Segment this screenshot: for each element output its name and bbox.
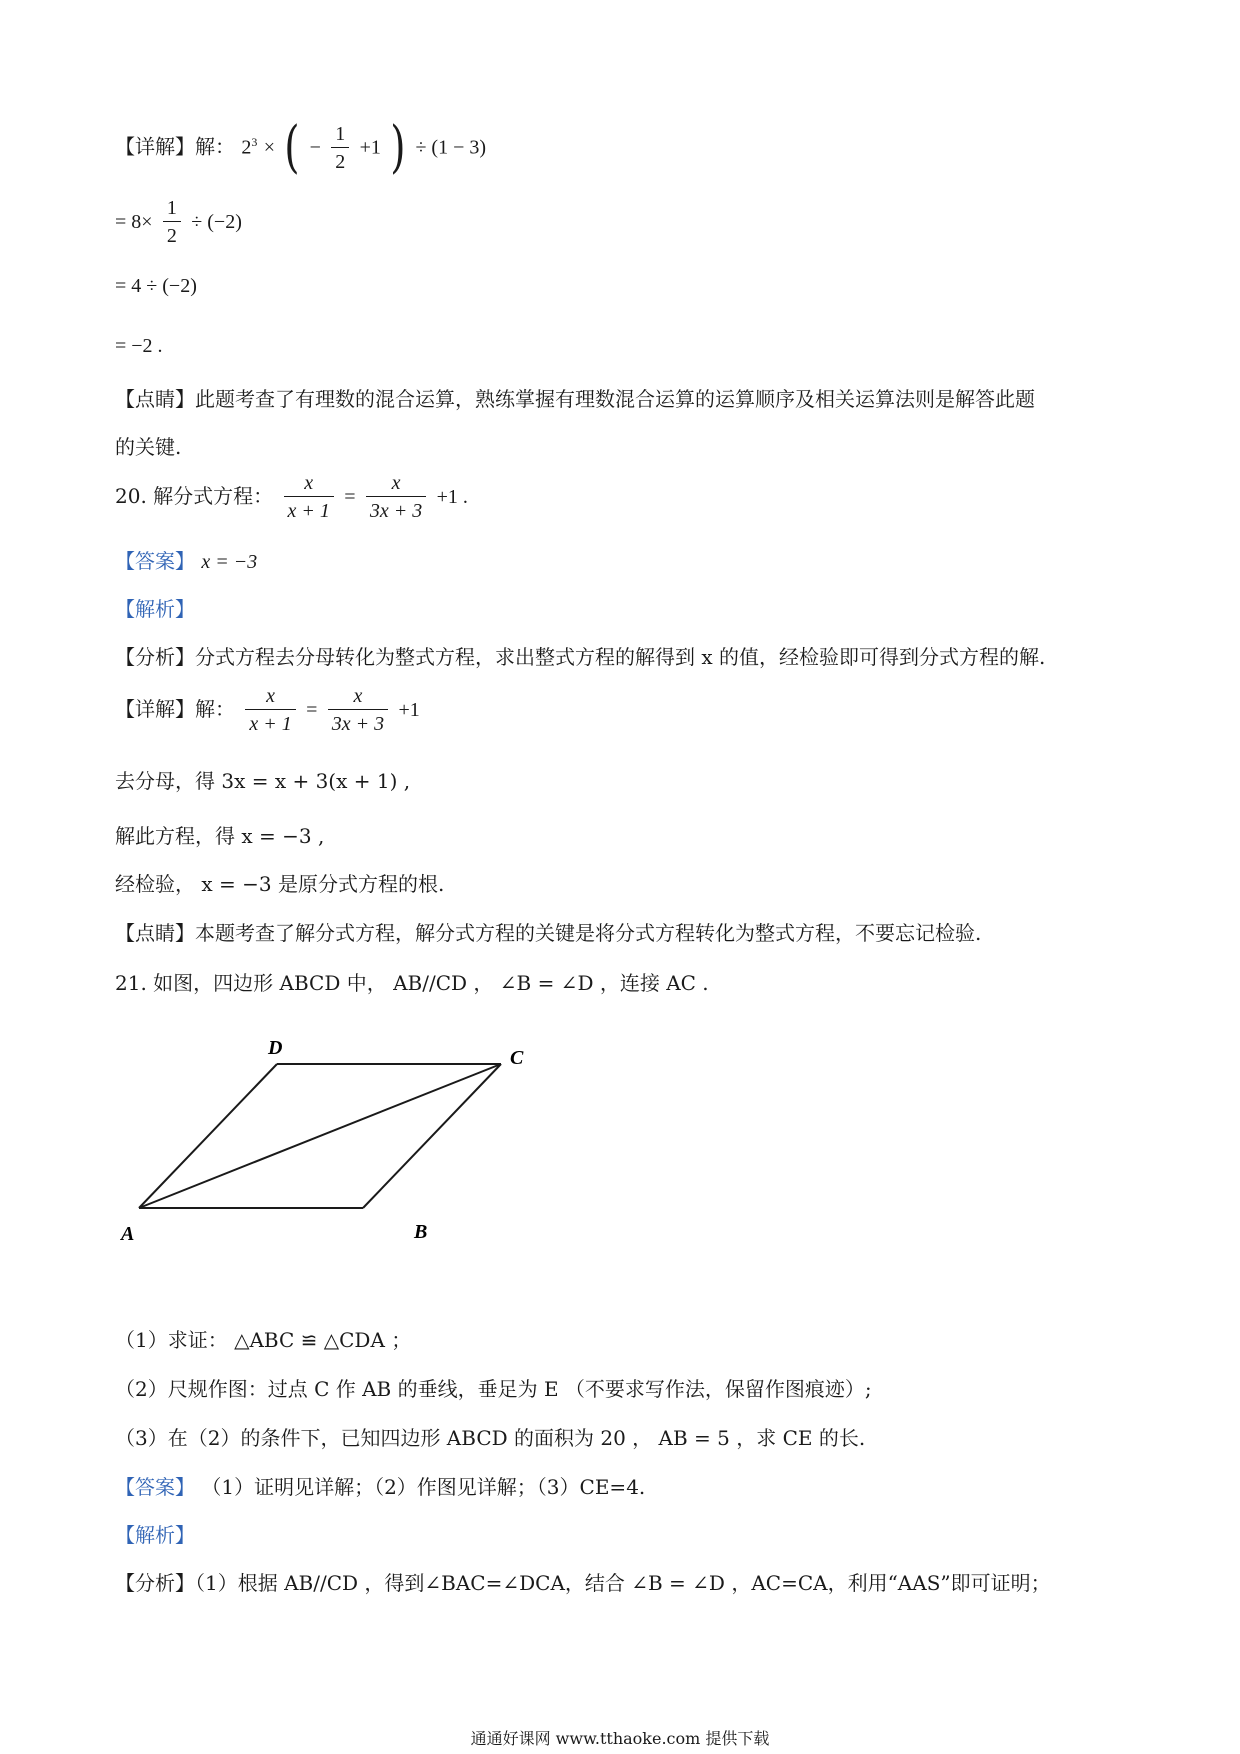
label-d: D	[268, 1037, 283, 1059]
q20-step2: 解此方程，得 x = −3 ,	[115, 824, 325, 848]
answer-tag: 【答案】	[115, 549, 195, 573]
q19-step1: = 8× $\frac{1}{2}$ ÷ (−2)	[115, 195, 242, 250]
q21-part1: （1）求证： △ABC ≌ △CDA ；	[115, 1328, 412, 1352]
plus-one: +1	[359, 136, 381, 159]
q20-analysis-tag: 【解析】	[115, 597, 195, 621]
answer-tag: 【答案】	[115, 1475, 195, 1499]
q21-part2: （2）尺规作图：过点 C 作 AB 的垂线，垂足为 E （不要求写作法，保留作图痕迹）;	[115, 1377, 872, 1401]
times-sign: ×	[263, 136, 275, 159]
q19-detail-line: 【详解】解： $2^3$ × ( − $\frac{1}{2}$ +1 ) ÷ (1 − 3)	[115, 115, 487, 180]
label-a: A	[121, 1223, 135, 1245]
fraction-2: $\frac{x}{3x + 3}$	[366, 470, 426, 525]
divide-paren: ÷ (1 − 3)	[415, 136, 487, 159]
q21-stem: 21. 如图，四边形 ABCD 中， AB//CD ， ∠B = ∠D ，连接 AC .	[115, 971, 709, 995]
label-c: C	[510, 1047, 524, 1069]
side-bc	[363, 1064, 501, 1208]
power-base: 2	[241, 136, 252, 159]
label-b: B	[414, 1221, 428, 1243]
q19-comment-line1: 【点睛】此题考查了有理数的混合运算，熟练掌握有理数混合运算的运算顺序及相关运算法则是解答此题	[115, 387, 1035, 411]
side-da	[139, 1064, 277, 1208]
q21-answer: 【答案】 （1）证明见详解；（2）作图见详解；（3）CE=4.	[115, 1475, 646, 1499]
minus-sign: −	[309, 136, 321, 159]
fraction-1: $\frac{x}{x + 1}$	[284, 470, 334, 525]
q20-step3: 经检验， x = −3 是原分式方程的根.	[115, 872, 445, 896]
q21-part3: （3）在（2）的条件下，已知四边形 ABCD 的面积为 20 ， AB = 5 ，求 CE 的长.	[115, 1426, 866, 1450]
q19-step3: = −2 .	[115, 335, 163, 357]
q20-answer: 【答案】 x = −3	[115, 549, 258, 573]
q20-step1: 去分母，得 3x = x + 3(x + 1) ,	[115, 769, 411, 793]
q19-comment-line2: 的关键.	[115, 435, 182, 459]
fraction-half: $\frac{1}{2}$	[163, 195, 181, 250]
diagonal-ac	[139, 1064, 501, 1208]
q21-analysis-tag: 【解析】	[115, 1523, 195, 1547]
detail-label: 【详解】解：	[115, 134, 235, 159]
q20-analysis: 【分析】分式方程去分母转化为整式方程，求出整式方程的解得到 x 的值，经检验即可得到分式方程的解.	[115, 645, 1046, 669]
q20-comment: 【点睛】本题考查了解分式方程，解分式方程的关键是将分式方程转化为整式方程，不要忘记检验.	[115, 921, 982, 945]
q19-step2: = 4 ÷ (−2)	[115, 275, 197, 297]
q20-detail: 【详解】解： $\frac{x}{x + 1}$ = $\frac{x}{3x + 3}$ +1	[115, 683, 420, 738]
q21-analysis: 【分析】（1）根据 AB//CD ，得到∠BAC=∠DCA，结合 ∠B = ∠D ，AC=CA，利用“AAS”即可证明；	[115, 1571, 1051, 1595]
q20-stem: 20. 解分式方程： $\frac{x}{x + 1}$ = $\frac{x}{3x + 3}$ +1 .	[115, 470, 468, 525]
fraction-2: $\frac{x}{3x + 3}$	[328, 683, 388, 738]
fraction-1: $\frac{x}{x + 1}$	[245, 683, 295, 738]
footer-watermark: 通通好课网 www.tthaoke.com 提供下载	[470, 1729, 770, 1748]
power-exponent: 3	[251, 134, 258, 149]
fraction-half: $\frac{1}{2}$	[331, 121, 349, 176]
